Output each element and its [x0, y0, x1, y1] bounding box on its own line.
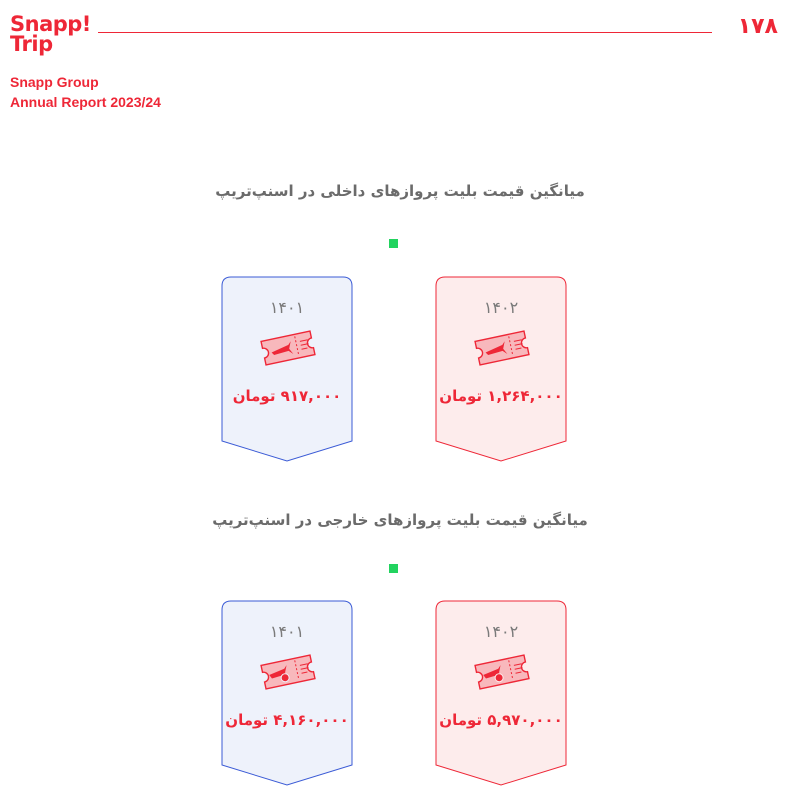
domestic-card-1401 [221, 276, 353, 462]
logo-line-1: Snapp! [10, 12, 91, 36]
legend-marker [389, 564, 398, 573]
international-flight-ticket-icon [473, 652, 531, 692]
page-number: ۱۷۸ [737, 14, 778, 39]
card-price: ۹۱۷,۰۰۰ تومان [232, 387, 342, 405]
card-year: ۱۴۰۱ [269, 298, 305, 317]
domestic-card-1402 [435, 276, 567, 462]
international-section-title: میانگین قیمت بلیت پروازهای خارجی در اسنپ‌تریپ [212, 511, 588, 529]
card-price: ۵,۹۷۰,۰۰۰ تومان [439, 711, 563, 729]
report-title: Annual Report 2023/24 [10, 94, 161, 110]
header-divider [98, 32, 712, 33]
domestic-flight-ticket-icon [259, 328, 317, 368]
domestic-section-title: میانگین قیمت بلیت پروازهای داخلی در اسنپ‌تریپ [215, 182, 585, 200]
report-info [10, 72, 161, 112]
snapptrip-logo [10, 14, 91, 54]
card-price: ۱,۲۶۴,۰۰۰ تومان [439, 387, 563, 405]
international-flight-ticket-icon [259, 652, 317, 692]
legend-marker [389, 239, 398, 248]
company-name: Snapp Group [10, 74, 99, 90]
card-price: ۴,۱۶۰,۰۰۰ تومان [225, 711, 349, 729]
international-card-1401 [221, 600, 353, 786]
card-year: ۱۴۰۲ [483, 622, 519, 641]
international-card-1402 [435, 600, 567, 786]
card-year: ۱۴۰۲ [483, 298, 519, 317]
card-year: ۱۴۰۱ [269, 622, 305, 641]
logo-line-2: Trip [10, 32, 53, 56]
domestic-flight-ticket-icon [473, 328, 531, 368]
